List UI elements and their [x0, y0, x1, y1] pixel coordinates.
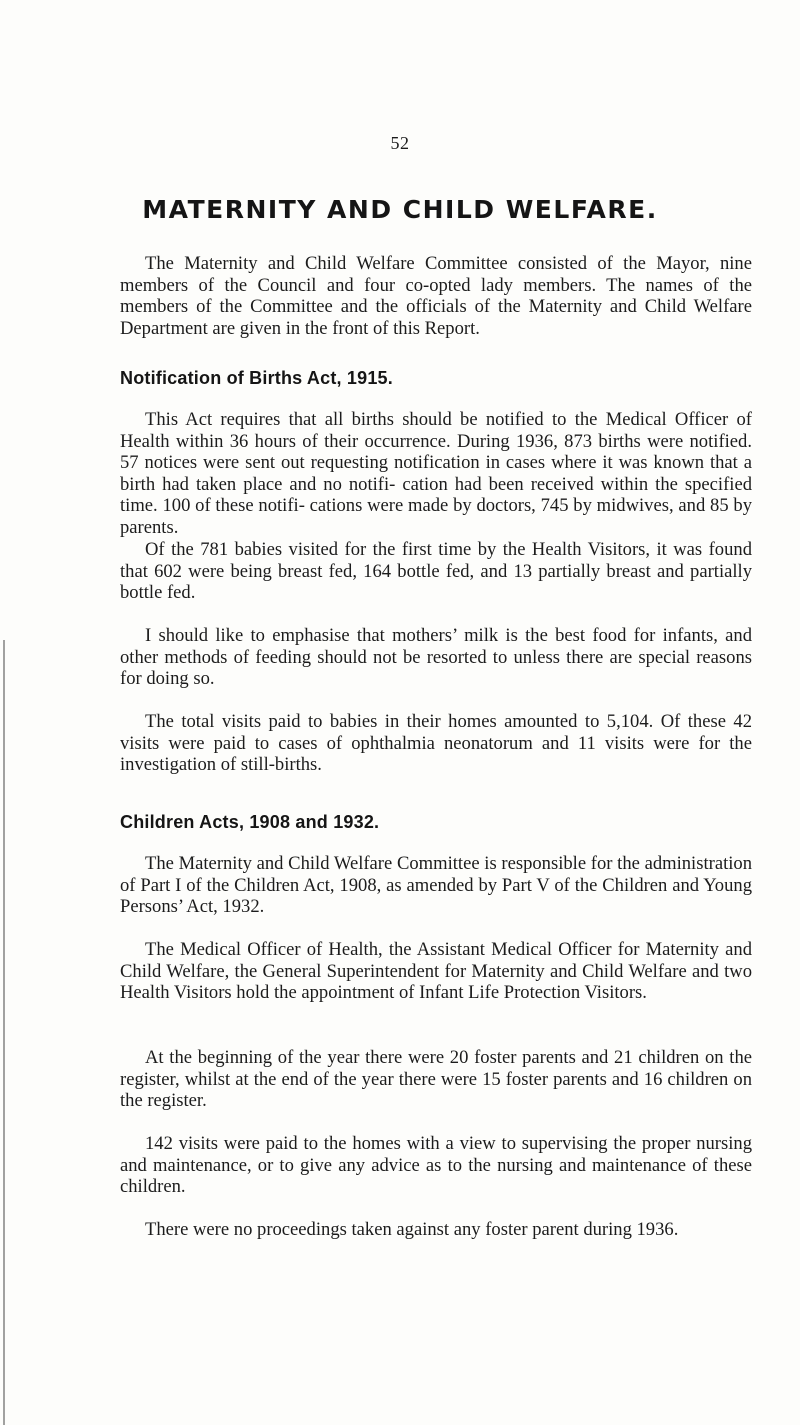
section-children-p4	[0, 1133, 800, 1198]
paragraph: The total visits paid to babies in their homes amounted to 5,104. Of these 42 visits were paid to cases of ophthalmia neonatorum and 11 visits were for the investigation of still-births.	[120, 711, 752, 775]
section-notification-p3	[0, 625, 800, 690]
paragraph: Of the 781 babies visited for the first time by the Health Visitors, it was found that 602 were being breast fed, 164 bottle fed, and 13 partially breast and partially bottle fed.	[120, 539, 752, 603]
paragraph: I should like to emphasise that mothers’ milk is the best food for infants, and other methods of feeding should not be resorted to unless there are special reasons for doing so.	[120, 625, 752, 689]
paragraph: The Maternity and Child Welfare Committee is responsible for the administration of Part I of the Children Act, 1908, as amended by Part V of the Children and Young Persons’ Act, 1932.	[120, 853, 752, 917]
section-children-p3	[0, 1047, 800, 1112]
page-title: MATERNITY AND CHILD WELFARE.	[142, 195, 658, 224]
intro-paragraph: The Maternity and Child Welfare Committee consisted of the Mayor, nine members of the Council and four co-opted lady members. The names of the members of the Committee and the officials of the Maternity and Child Welfare Department are given in the front of this Report.	[120, 253, 752, 339]
section-children-p1	[0, 853, 800, 918]
paragraph: 142 visits were paid to the homes with a view to supervising the proper nursing and maintenance, or to give any advice as to the nursing and maintenance of these children.	[120, 1133, 752, 1197]
section-notification-p2	[0, 539, 800, 604]
paragraph: The Medical Officer of Health, the Assistant Medical Officer for Maternity and Child Welfare, the General Superintendent for Maternity and Child Welfare and two Health Visitors hold the appointment of Infant Life Protection Visitors.	[120, 939, 752, 1003]
paragraph: This Act requires that all births should be notified to the Medical Officer of Health within 36 hours of their occurrence. During 1936, 873 births were notified. 57 notices were sent out requesting notification in cases where it was known that a birth had taken place and no notifi- cation had been received within the specified time. 100 of these notifi- cations were made by doctors, 745 by midwives, and 85 by parents.	[120, 409, 752, 538]
page-number: 52	[390, 133, 410, 153]
section-heading-notification-of-births: Notification of Births Act, 1915.	[120, 368, 393, 388]
section-children-p5	[0, 1219, 800, 1241]
intro-block	[0, 253, 800, 339]
section-children-p2	[0, 939, 800, 1004]
section-notification-p1	[0, 409, 800, 538]
section-notification-p4	[0, 711, 800, 776]
section-heading-children-acts: Children Acts, 1908 and 1932.	[120, 812, 380, 832]
paragraph: There were no proceedings taken against any foster parent during 1936.	[145, 1219, 679, 1240]
paragraph: At the beginning of the year there were 20 foster parents and 21 children on the register, whilst at the end of the year there were 15 foster parents and 16 children on the register.	[120, 1047, 752, 1111]
